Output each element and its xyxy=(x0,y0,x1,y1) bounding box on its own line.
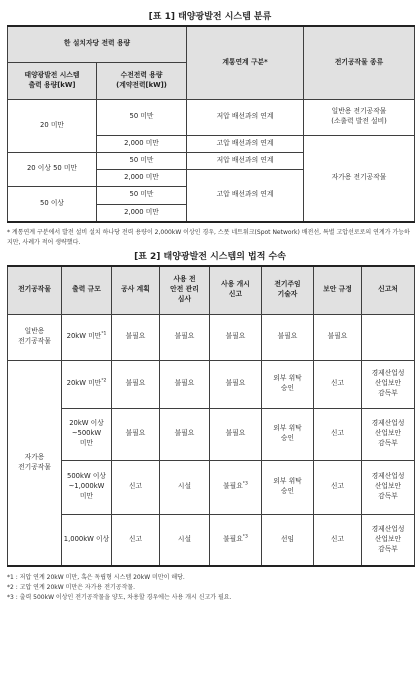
capacity-group-header: 한 설치자당 전력 용량 xyxy=(8,26,187,62)
safety-review-cell: 불필요 xyxy=(160,360,210,408)
output-scale-cell: 1,000kW 이상 xyxy=(62,514,112,566)
receiving-under-50-cell: 50 미만 xyxy=(97,152,187,169)
security-rule-cell: 불필요 xyxy=(314,314,362,360)
grid-type-header: 계통연계 구분* xyxy=(187,26,304,99)
col-header-facility: 전기공작물 xyxy=(8,266,62,314)
safety-review-cell: 시설 xyxy=(160,460,210,514)
facility-general-cell: 일반용 전기공작물 (소출력 발전 설비) xyxy=(304,99,415,135)
footnote-mark: *1 xyxy=(101,331,107,337)
output-50-plus-cell: 50 이상 xyxy=(8,186,97,222)
receiving-under-50-cell: 50 미만 xyxy=(97,99,187,135)
report-office-cell: 경제산업성 산업보안 감독부 xyxy=(362,408,415,460)
table-row xyxy=(8,360,415,408)
grid-low-voltage-cell: 저압 배선과의 연계 xyxy=(187,152,304,169)
start-notice-cell: 불필요 xyxy=(210,314,262,360)
start-notice-cell: 불필요 xyxy=(210,408,262,460)
table1-footnote: * 계통연계 구분에서 발전 설비 설치 하나당 전력 용량이 2,000kW 이상인 경우, 스폿 네트워크(Spot Network) 배전선, 특별 고압선로로의 연계가 가능하지만, 사례가 적어 생략했다. xyxy=(7,229,410,246)
col-header-output-scale: 출력 규모 xyxy=(62,266,112,314)
footnote-mark: *3 xyxy=(242,481,248,487)
security-rule-cell: 신고 xyxy=(314,514,362,566)
security-rule-cell: 신고 xyxy=(314,408,362,460)
chief-engineer-cell: 외부 위탁 승인 xyxy=(262,408,314,460)
footnote-mark: *2 xyxy=(101,378,107,384)
table2-caption: [표 2] 태양광발전 시스템의 법적 수속 xyxy=(134,252,286,262)
col-header-start-notice: 사용 개시 신고 xyxy=(210,266,262,314)
chief-engineer-cell: 선임 xyxy=(262,514,314,566)
output-scale-text: 20kW 미만 xyxy=(66,332,102,341)
footnote-mark: *3 xyxy=(242,534,248,540)
table1-caption: [표 1] 태양광발전 시스템 분류 xyxy=(148,12,272,22)
table-row xyxy=(8,460,415,514)
report-office-cell: 경제산업성 산업보안 감독부 xyxy=(362,514,415,566)
report-office-cell xyxy=(362,314,415,360)
start-notice-cell: 불필요 xyxy=(210,360,262,408)
grid-low-voltage-cell: 저압 배선과의 연계 xyxy=(187,99,304,135)
col-header-report-office: 신고처 xyxy=(362,266,415,314)
table-row xyxy=(8,314,415,360)
safety-review-cell: 불필요 xyxy=(160,314,210,360)
footnote-2: *2 : 고압 연계 20kW 미만은 자가용 전기공작물. xyxy=(7,584,136,591)
facility-private-label: 자가용 전기공작물 xyxy=(8,360,62,566)
security-rule-cell: 신고 xyxy=(314,360,362,408)
security-rule-cell: 신고 xyxy=(314,460,362,514)
footnote-1: *1 : 저압 연계 20kW 미만, 혹은 독립형 시스템 20kW 미만이 해당. xyxy=(7,574,185,581)
grid-high-voltage-cell: 고압 배선과의 연계 xyxy=(187,135,304,152)
output-20-to-50-cell: 20 이상 50 미만 xyxy=(8,152,97,186)
output-scale-cell xyxy=(62,314,112,360)
facility-private-cell: 자가용 전기공작물 xyxy=(304,135,415,222)
facility-type-header: 전기공작물 종류 xyxy=(304,26,415,99)
output-capacity-header: 태양광발전 시스템 출력 용량[kW] xyxy=(8,62,97,99)
start-notice-cell xyxy=(210,514,262,566)
safety-review-cell: 시설 xyxy=(160,514,210,566)
output-scale-cell xyxy=(62,360,112,408)
output-under-20-cell: 20 미만 xyxy=(8,99,97,152)
col-header-security-rule: 보안 규정 xyxy=(314,266,362,314)
chief-engineer-cell: 외부 위탁 승인 xyxy=(262,460,314,514)
construction-plan-cell: 신고 xyxy=(112,460,160,514)
construction-plan-cell: 불필요 xyxy=(112,408,160,460)
table2-footnotes xyxy=(7,573,413,603)
receiving-under-2000-cell: 2,000 미만 xyxy=(97,204,187,222)
construction-plan-cell: 신고 xyxy=(112,514,160,566)
table-row xyxy=(8,408,415,460)
table-row xyxy=(8,514,415,566)
construction-plan-cell: 불필요 xyxy=(112,360,160,408)
start-notice-cell xyxy=(210,460,262,514)
footnote-3: *3 : 출력 500kW 이상인 전기공작물을 양도, 차용할 경우에는 사용 개시 신고가 필요. xyxy=(7,594,232,601)
receiving-under-2000-cell: 2,000 미만 xyxy=(97,169,187,186)
output-scale-text: 20kW 미만 xyxy=(66,379,102,388)
report-office-cell: 경제산업성 산업보안 감독부 xyxy=(362,360,415,408)
facility-general-label: 일반용 전기공작물 xyxy=(8,314,62,360)
safety-review-cell: 불필요 xyxy=(160,408,210,460)
receiving-under-2000-cell: 2,000 미만 xyxy=(97,135,187,152)
report-office-cell: 경제산업성 산업보안 감독부 xyxy=(362,460,415,514)
receiving-capacity-header: 수전전력 용량 (계약전력[kW]) xyxy=(97,62,187,99)
col-header-construction-plan: 공사 계획 xyxy=(112,266,160,314)
construction-plan-cell: 불필요 xyxy=(112,314,160,360)
output-scale-cell: 500kW 이상 ~1,000kW 미만 xyxy=(62,460,112,514)
start-notice-text: 불필요 xyxy=(223,482,243,491)
col-header-chief-engineer: 전기주임 기술자 xyxy=(262,266,314,314)
output-scale-cell: 20kW 이상 ~500kW 미만 xyxy=(62,408,112,460)
chief-engineer-cell: 외부 위탁 승인 xyxy=(262,360,314,408)
legal-procedure-table xyxy=(7,265,415,567)
receiving-under-50-cell: 50 미만 xyxy=(97,186,187,204)
start-notice-text: 불필요 xyxy=(223,534,243,543)
chief-engineer-cell: 불필요 xyxy=(262,314,314,360)
col-header-safety-review: 사용 전 안전 관리 심사 xyxy=(160,266,210,314)
grid-high-voltage-cell: 고압 배선과의 연계 xyxy=(187,169,304,222)
system-classification-table xyxy=(7,25,415,223)
